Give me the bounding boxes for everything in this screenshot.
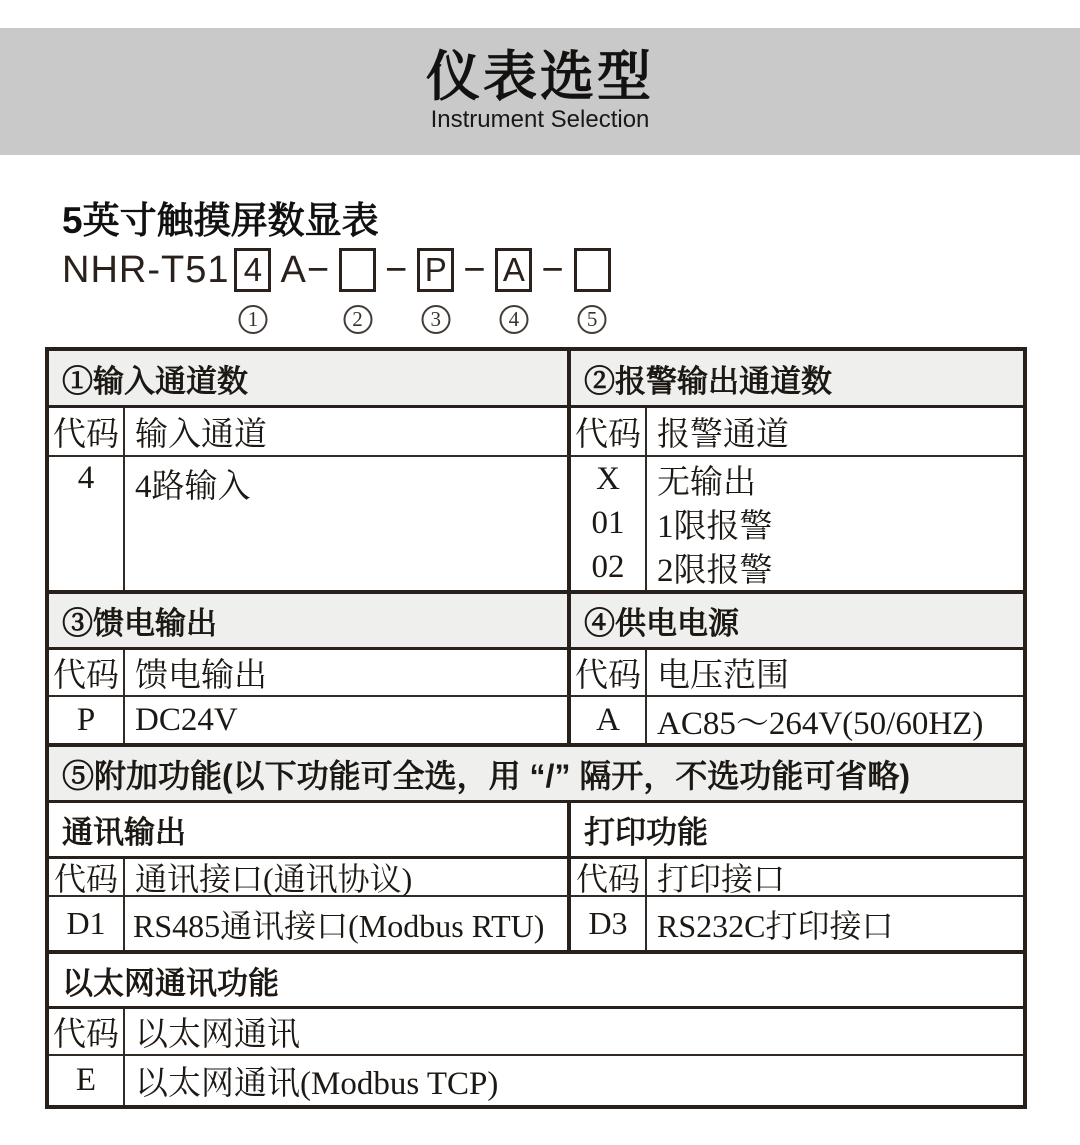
section2-right-header: ④供电电源 [584,606,739,641]
model-slot-1 [234,248,271,331]
s2-right-code-col: 代码 [571,650,647,695]
section5-header-row [49,743,1023,800]
table-cell: 02 [591,548,625,585]
section1-columns-row [49,405,1023,455]
ethernet-header-row [49,950,1023,1006]
model-prefix: NHR-T51 [62,248,230,291]
comm-code-value: D1 [49,897,125,950]
section5-subheader-row [49,800,1023,856]
model-slot-4 [495,248,532,331]
s2-left-desc-value: DC24V [125,697,571,743]
circled-number-2: 2 [343,305,372,334]
ethernet-body-row [49,1054,1023,1105]
section1-right-header: ②报警输出通道数 [584,363,832,399]
product-heading: 5英寸触摸屏数显表 [62,200,379,241]
model-slot-2 [339,248,376,331]
section1-left-header: ①输入通道数 [49,351,571,405]
comm-desc-value: RS485通讯接口(Modbus RTU) [125,897,571,950]
table-cell: 2限报警 [657,552,773,589]
ethernet-header: 以太网通讯功能 [62,965,279,1001]
comm-desc-col: 通讯接口(通讯协议) [125,859,571,895]
s2-left-code-value: P [49,697,125,743]
model-slot-4-value: A [502,251,525,288]
eth-code-value: E [49,1056,125,1105]
model-slot-3 [417,248,454,331]
section2-body-row [49,695,1023,743]
eth-desc-col: 以太网通讯 [135,1017,300,1053]
s2-right-desc-col: 电压范围 [657,658,789,694]
model-slot-1-value: 4 [243,251,263,288]
title-banner [0,28,1080,155]
circled-number-5: 5 [578,305,607,334]
section1-body-row [49,455,1023,590]
s1-right-desc-values [647,457,1023,590]
s1-left-desc-col: 输入通道 [125,408,571,455]
section1-header-row [49,351,1023,405]
circled-number-1: 1 [238,305,267,334]
s1-right-code-values [571,457,647,590]
section2-columns-row [49,647,1023,695]
comm-code-col: 代码 [49,859,125,895]
s2-left-desc-col: 馈电输出 [125,650,571,695]
model-glue-2: − [385,248,409,291]
print-code-value: D3 [571,897,647,950]
page-subtitle: Instrument Selection [430,106,650,134]
model-glue-1: A− [280,248,331,291]
model-slot-5 [574,248,611,331]
table-cell: 无输出 [657,464,756,501]
eth-code-col: 代码 [49,1009,125,1054]
s1-right-desc-col: 报警通道 [657,417,789,453]
table-cell: 01 [591,504,625,541]
section2-left-header: ③馈电输出 [49,594,571,647]
section5-columns-row [49,856,1023,895]
s1-left-code-col: 代码 [49,408,125,455]
selection-table [45,347,1027,1109]
model-glue-4: − [541,248,565,291]
s2-right-code-value: A [571,697,647,743]
print-code-col: 代码 [571,859,647,895]
table-cell: 1限报警 [657,508,773,545]
eth-desc-value: 以太网通讯(Modbus TCP) [135,1066,499,1102]
section5-header: ⑤附加功能(以下功能可全选，用 “/” 隔开，不选功能可省略) [62,757,910,794]
s2-left-code-col: 代码 [49,650,125,695]
page-title: 仪表选型 [426,46,654,107]
s1-left-code-value: 4 [49,457,125,590]
section2-header-row [49,590,1023,647]
table-cell: X [596,460,620,497]
s2-right-desc-value: AC85～264V(50/60HZ) [657,705,984,742]
ethernet-columns-row [49,1006,1023,1054]
circled-number-3: 3 [421,305,450,334]
circled-number-4: 4 [499,305,528,334]
comm-output-header: 通讯输出 [49,803,571,856]
model-slot-3-value: P [424,251,447,288]
print-function-header: 打印功能 [584,815,708,850]
s1-right-code-col: 代码 [571,408,647,455]
print-desc-value: RS232C打印接口 [657,907,894,944]
section5-body-row [49,895,1023,950]
model-code-line [62,247,616,331]
print-desc-col: 打印接口 [657,861,786,897]
s1-left-desc-value: 4路输入 [125,457,571,590]
model-glue-3: − [463,248,487,291]
